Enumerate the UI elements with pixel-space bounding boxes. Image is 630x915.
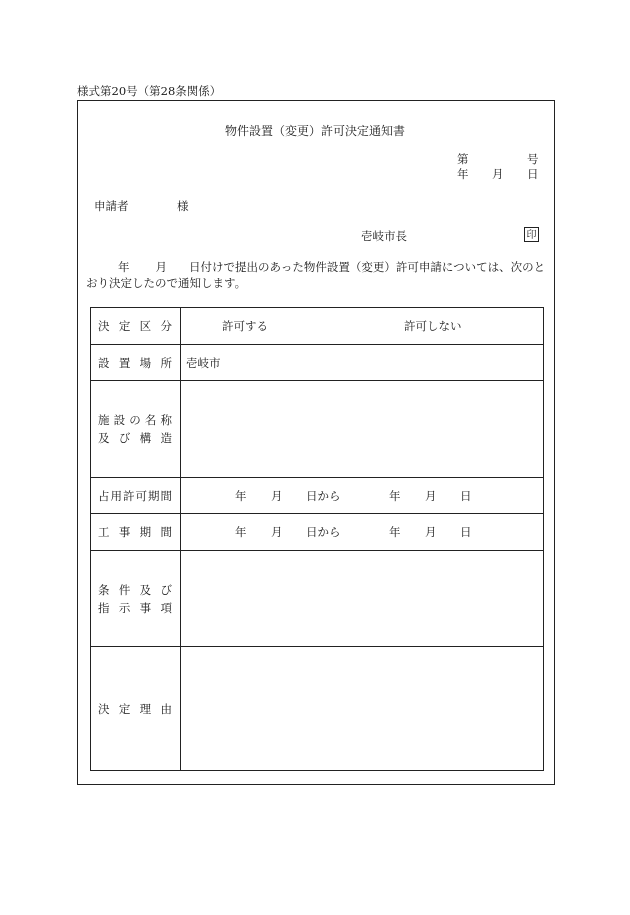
body-month: 月 xyxy=(155,260,167,274)
period-to-month: 月 xyxy=(425,525,437,539)
row-label-line: 条 件 及 び xyxy=(98,582,172,597)
period-to-year: 年 xyxy=(389,525,401,539)
location-value: 壱岐市 xyxy=(186,355,221,370)
period-to-month: 月 xyxy=(425,488,437,503)
row-label-reason xyxy=(91,647,181,771)
reason-cell xyxy=(181,647,544,771)
period-from-day: 日から xyxy=(306,488,341,503)
row-label-decision xyxy=(91,308,181,345)
period-from-month: 月 xyxy=(271,488,283,503)
number-go: 号 xyxy=(527,152,539,166)
row-label-line: 施 設 の 名 称 xyxy=(98,413,172,427)
date-day: 日 xyxy=(527,167,539,181)
table-row xyxy=(91,478,544,514)
table-row xyxy=(91,514,544,551)
issuer: 壱岐市長 xyxy=(361,229,407,243)
construction-period-cell xyxy=(181,514,544,551)
table-row xyxy=(91,308,544,345)
option-permit: 許可する xyxy=(222,319,268,333)
row-label-line: 及 び 構 造 xyxy=(98,431,172,445)
option-deny: 許可しない xyxy=(404,319,462,333)
applicant-label: 申請者 xyxy=(94,199,129,213)
period-from-year: 年 xyxy=(235,525,247,539)
occupancy-period-cell xyxy=(181,478,544,514)
date-year: 年 xyxy=(457,167,469,181)
period-from-month: 月 xyxy=(271,525,283,539)
table-row xyxy=(91,647,544,771)
period-from-year: 年 xyxy=(235,488,247,503)
table-row xyxy=(91,345,544,381)
period-to-day: 日 xyxy=(460,525,472,539)
body-text: 日付けで提出のあった物件設置（変更）許可申請については、次のとおり決定したので通知します。 xyxy=(86,260,546,290)
body-paragraph xyxy=(86,259,546,291)
facility-cell xyxy=(181,381,544,478)
row-label-construction-period xyxy=(91,514,181,551)
number-dai: 第 xyxy=(457,152,469,166)
row-label-line: 工 事 期 間 xyxy=(98,525,172,539)
body-year: 年 xyxy=(118,260,130,274)
seal-mark: 印 xyxy=(524,227,539,242)
table-row xyxy=(91,381,544,478)
row-label-location xyxy=(91,345,181,381)
decision-table xyxy=(90,307,544,771)
row-label-facility xyxy=(91,381,181,478)
period-to-year: 年 xyxy=(389,488,401,503)
document-title: 物件設置（変更）許可決定通知書 xyxy=(224,124,405,138)
row-label-line: 占 用 許 可 期 間 xyxy=(98,488,172,503)
row-label-line: 設 置 場 所 xyxy=(98,355,172,370)
decision-cell xyxy=(181,308,544,345)
date-month: 月 xyxy=(492,167,504,181)
row-label-conditions xyxy=(91,551,181,647)
table-row xyxy=(91,551,544,647)
row-label-line: 指 示 事 項 xyxy=(98,600,172,615)
row-label-line: 決 定 区 分 xyxy=(98,319,172,333)
applicant-sama: 様 xyxy=(177,199,189,213)
period-to-day: 日 xyxy=(460,488,472,503)
period-from-day: 日から xyxy=(306,525,341,539)
location-cell xyxy=(181,345,544,381)
row-label-occupancy-period xyxy=(91,478,181,514)
conditions-cell xyxy=(181,551,544,647)
row-label-line: 決 定 理 由 xyxy=(98,701,172,716)
form-id: 様式第20号（第28条関係） xyxy=(77,84,222,98)
